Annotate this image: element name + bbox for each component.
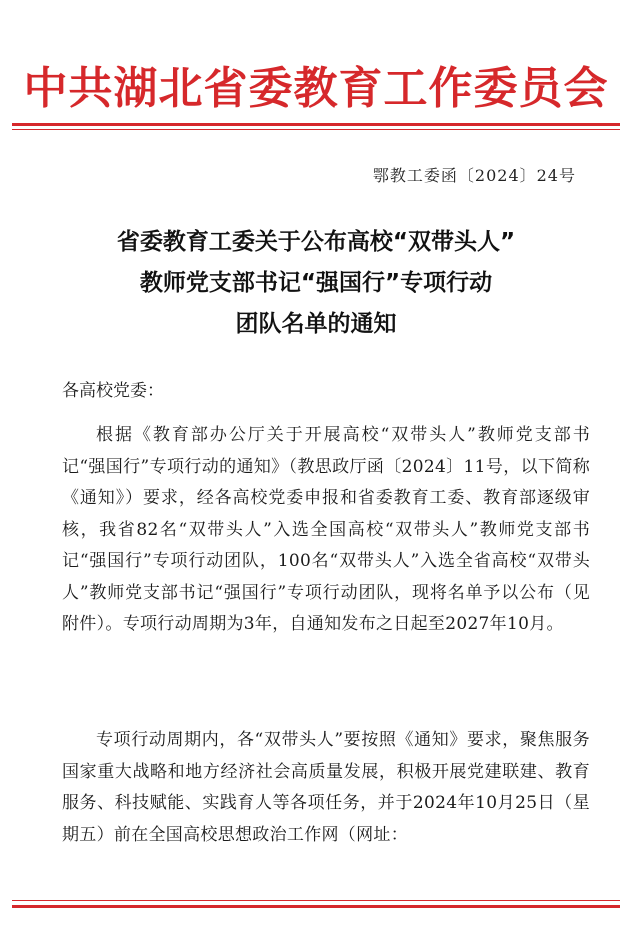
footer-rule-thin [12, 900, 620, 901]
document-title [0, 222, 632, 345]
document-title-line-2: 教师党支部书记“强国行”专项行动 [139, 270, 493, 296]
document-number: 鄂教工委函〔2024〕24号 [372, 166, 576, 185]
footer-rule-thick [12, 905, 620, 908]
body-paragraph-2: 专项行动周期内，各“双带头人”要按照《通知》要求，聚焦服务国家重大战略和地方经济社会高质量发展，积极开展党建联建、教育服务、科技赋能、实践育人等各项任务，并于2024年10月25日（星期五）前在全国高校思想政治工作网（网址： [62, 730, 590, 845]
letterhead-title: 中共湖北省委教育工作委员会 [23, 63, 609, 114]
document-title-line-3: 团队名单的通知 [235, 311, 397, 337]
letterhead-rule-thin [12, 129, 620, 130]
body-paragraph-1: 根据《教育部办公厅关于开展高校“双带头人”教师党支部书记“强国行”专项行动的通知》（教思政厅函〔2024〕11号，以下简称《通知》）要求，经各高校党委申报和省委教育工委、教育部逐级审核，我省82名“双带头人”入选全国高校“双带头人”教师党支部书记“强国行”专项行动团队，100名“双带头人”入选全省高校“双带头人”教师党支部书记“强国行”专项行动团队，现将名单予以公布（见附件）。专项行动周期为3年，自通知发布之日起至2027年10月。 [62, 425, 590, 634]
salutation: 各高校党委： [62, 381, 164, 401]
letterhead-rule-thick [12, 123, 620, 126]
document-title-line-1: 省委教育工委关于公布高校“双带头人” [116, 229, 516, 255]
